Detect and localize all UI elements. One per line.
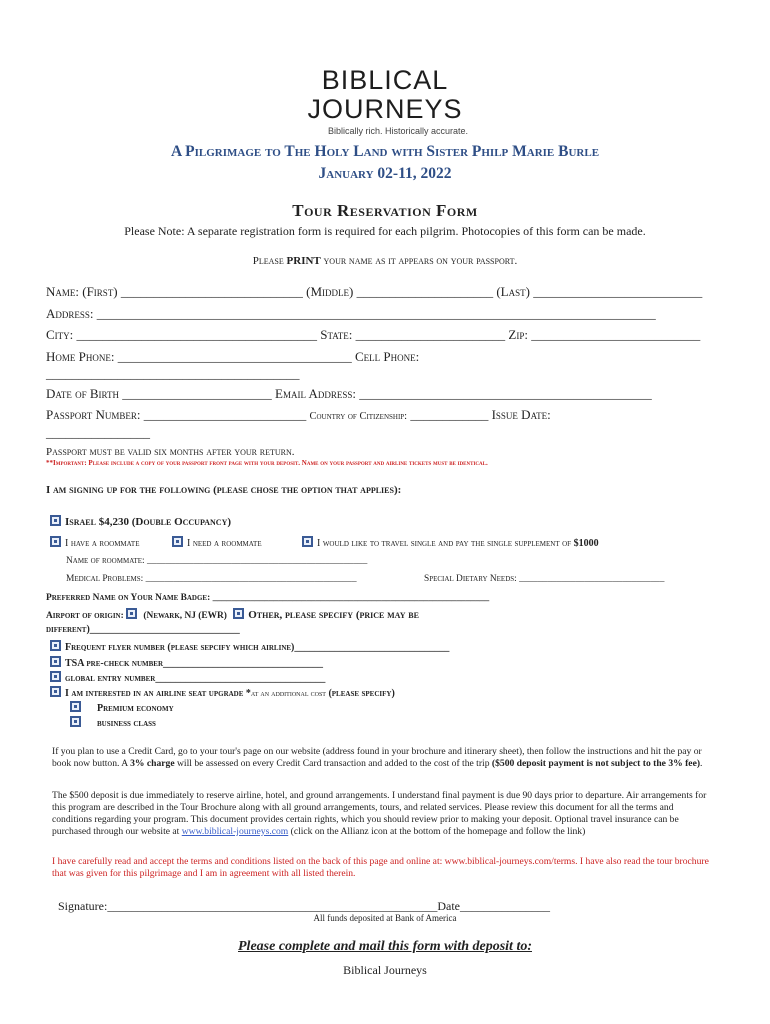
- have-roommate-option[interactable]: [50, 536, 139, 549]
- signature-date-field[interactable]: Signature:_______________________________________________________Date_______________: [58, 899, 550, 913]
- phone-field-line[interactable]: Home Phone: ____________________________________ Cell Phone:: [46, 349, 420, 364]
- deposit-paragraph: [52, 790, 712, 838]
- frequent-flyer-checkbox[interactable]: [50, 640, 61, 651]
- need-roommate-label: I need a roommate: [187, 538, 262, 549]
- credit-card-charge: 3% charge: [130, 758, 175, 769]
- global-entry-option[interactable]: [50, 671, 325, 684]
- other-airport-field[interactable]: different)______________________________: [46, 624, 240, 635]
- single-amount: $1000: [573, 538, 599, 549]
- single-checkbox[interactable]: [302, 536, 313, 547]
- frequent-flyer-label: Frequent flyer number (please sepcify which airline)_______________________________: [65, 642, 450, 653]
- israel-checkbox[interactable]: [50, 515, 61, 526]
- form-heading: Tour Reservation Form: [292, 201, 478, 220]
- seat-upgrade-specify: (please specify): [325, 688, 395, 699]
- company-logo: [0, 66, 770, 136]
- global-entry-label: global entry number__________________________________: [65, 673, 326, 684]
- credit-card-end: .: [700, 758, 703, 769]
- website-link[interactable]: www.biblical-journeys.com: [181, 826, 289, 837]
- seat-upgrade-checkbox[interactable]: [50, 686, 61, 697]
- business-class-option[interactable]: [70, 716, 156, 729]
- israel-option[interactable]: [50, 515, 231, 528]
- other-airport-label: Other, please specify (price may be: [248, 609, 419, 621]
- airport-label: Airport of origin:: [46, 611, 124, 621]
- terms-acceptance: I have carefully read and accept the terms and conditions listed on the back of this page and online at: www.biblical-journeys.com/terms. I have also read the tour brochure that was given for this pilgrimage and I am in agreement with all listed therein.: [52, 856, 709, 879]
- citizenship-label: Country of Citizenship:: [309, 411, 408, 422]
- print-instruction-post: your name as it appears on your passport.: [320, 255, 518, 267]
- credit-card-text-2: will be assessed on every Credit Card transaction and added to the cost of the trip: [174, 758, 492, 769]
- single-label: I would like to travel single and pay the single supplement of: [317, 538, 574, 549]
- important-note: **Important: Please include a copy of your passport front page with your deposit. Name on your passport and airline tickets must be identical.: [46, 459, 488, 467]
- tsa-label: TSA pre-check number________________________________: [65, 658, 324, 669]
- premium-economy-checkbox[interactable]: [70, 701, 81, 712]
- logo-line-1: BIBLICAL: [321, 65, 449, 95]
- global-entry-checkbox[interactable]: [50, 671, 61, 682]
- business-class-checkbox[interactable]: [70, 716, 81, 727]
- need-roommate-option[interactable]: [172, 536, 262, 549]
- dietary-needs-field[interactable]: Special Dietary Needs: _______________________________: [424, 574, 665, 584]
- israel-label: Israel $4,230 (Double Occupancy): [65, 516, 232, 528]
- ewr-label: (Newark, NJ (EWR): [141, 611, 230, 621]
- logo-tagline: Biblically rich. Historically accurate.: [327, 126, 469, 136]
- name-field-line[interactable]: Name: (First) ____________________________ (Middle) _____________________ (Last) __________________________: [46, 284, 703, 299]
- frequent-flyer-option[interactable]: [50, 640, 449, 653]
- seat-upgrade-label: I am interested in an airline seat upgrade *: [65, 688, 251, 699]
- seat-upgrade-cost-note: at an additional cost: [250, 688, 326, 698]
- need-roommate-checkbox[interactable]: [172, 536, 183, 547]
- single-option[interactable]: [302, 536, 599, 549]
- medical-problems-field[interactable]: Medical Problems: _____________________________________________: [66, 574, 357, 584]
- premium-economy-option[interactable]: [70, 701, 174, 714]
- bank-note: All funds deposited at Bank of America: [313, 913, 457, 923]
- print-instruction-bold: PRINT: [286, 255, 321, 267]
- credit-card-paragraph: [52, 746, 712, 770]
- other-airport-checkbox[interactable]: [233, 608, 244, 619]
- passport-number-label: Passport Number: _________________________: [46, 407, 310, 422]
- passport-field-line[interactable]: [46, 407, 551, 423]
- signup-heading: I am signing up for the following (please chose the option that applies):: [46, 484, 402, 496]
- logo-line-2: JOURNEYS: [307, 94, 463, 124]
- cell-phone-field[interactable]: _______________________________________: [46, 366, 300, 381]
- seat-upgrade-option[interactable]: [50, 686, 395, 699]
- pilgrimage-title: A Pilgrimage to The Holy Land with Sister Philp Marie Burle: [170, 143, 600, 160]
- roommate-name-field[interactable]: Name of roommate: _______________________________________________: [66, 556, 368, 566]
- issue-date-field[interactable]: ________________: [46, 425, 150, 440]
- have-roommate-label: I have a roommate: [65, 538, 140, 549]
- have-roommate-checkbox[interactable]: [50, 536, 61, 547]
- ewr-checkbox[interactable]: [126, 608, 137, 619]
- deposit-text: The $500 deposit is due immediately to reserve airline, hotel, and ground arrangements. I understand final payment is due 90 days prior to departure. Air arrangements for this program are described in the Tour Brochure along with all ground arrangements, tours, and related services. Please review this document for all the terms and conditions regarding your program. This document provides certain rights, which you should review prior to making your deposit. Optional travel insurance can be purchased through our website at: [52, 790, 707, 837]
- company-name: Biblical Journeys: [343, 963, 427, 977]
- separate-form-note: Please Note: A separate registration form is required for each pilgrim. Photocopies of this form can be made.: [124, 224, 646, 238]
- airport-row: [46, 608, 419, 621]
- deposit-fee-note: ($500 deposit payment is not subject to the 3% fee): [491, 758, 701, 769]
- badge-name-field[interactable]: Preferred Name on Your Name Badge: ___________________________________________________________: [46, 593, 490, 603]
- print-instruction-pre: Please: [252, 255, 287, 267]
- credit-card-text: If you plan to use a Credit Card, go to your tour's page on our website (address found in your brochure and itinerary sheet), then follow the instructions and hit the pay or book now button. A: [52, 746, 702, 769]
- mail-instruction: Please complete and mail this form with deposit to:: [238, 939, 532, 954]
- passport-valid-note: Passport must be valid six months after your return.: [46, 446, 295, 458]
- dob-email-field-line[interactable]: Date of Birth _______________________ Email Address: _____________________________________________: [46, 386, 652, 401]
- print-instruction: [0, 255, 770, 267]
- city-field-line[interactable]: City: _____________________________________ State: _______________________ Zip: __________________________: [46, 327, 701, 342]
- issue-date-label: ____________ Issue Date:: [407, 407, 551, 422]
- tsa-checkbox[interactable]: [50, 656, 61, 667]
- deposit-text-2: (click on the Allianz icon at the bottom of the homepage and follow the link): [288, 826, 586, 837]
- business-class-label: business class: [97, 718, 156, 729]
- premium-economy-label: Premium economy: [97, 703, 174, 714]
- pilgrimage-dates: January 02-11, 2022: [318, 165, 452, 182]
- address-field-line[interactable]: Address: ______________________________________________________________________________________: [46, 306, 656, 321]
- tsa-option[interactable]: [50, 656, 323, 669]
